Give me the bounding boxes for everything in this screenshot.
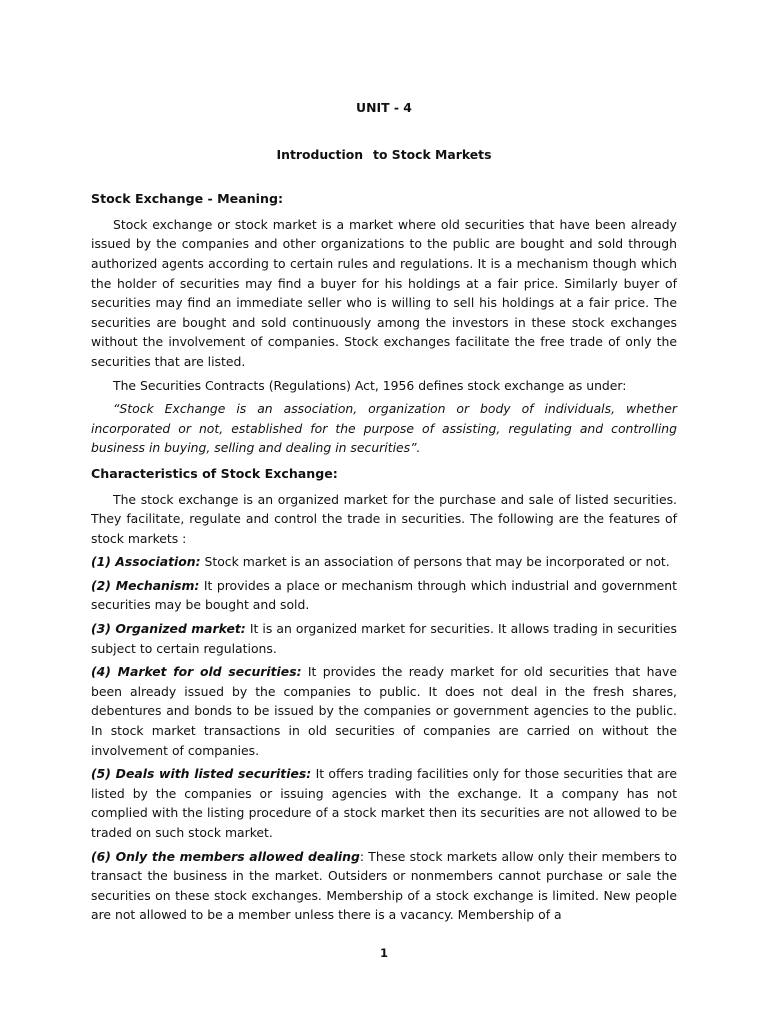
feature-item-association [91,552,677,572]
section-heading-characteristics: Characteristics of Stock Exchange: [91,465,338,481]
feature-text: It offers trading facilities only for those securities that are listed by the companies or issuing agencies with the exchange. It a company has not complied with the listing procedure of a stock market then its securities are not allowed to be traded on such stock market. [91,766,677,840]
feature-text: It provides a place or mechanism through which industrial and government securities may be bought and sold. [91,577,677,613]
feature-item-old-securities [91,662,677,760]
feature-title: (1) Association: [91,554,201,570]
title-part-1: Introduction [276,146,364,162]
feature-item-listed-securities [91,764,677,842]
feature-text: : These stock markets allow only their members to transact the business in the market. Outsiders or nonmembers cannot purchase or sale the securities on these stock exchanges. Membership of a stock exchange is limited. New people are not allowed to be a member unless there is a vacancy. Membership of a [91,848,677,923]
section-heading-meaning: Stock Exchange - Meaning: [91,191,284,207]
page-title [91,145,677,165]
unit-heading: UNIT - 4 [356,100,412,115]
feature-item-organized-market [91,619,677,658]
document-body [91,98,677,929]
feature-item-members-only [91,847,677,925]
characteristics-intro: The stock exchange is an organized market for the purchase and sale of listed securities. They facilitate, regulate and control the trade in securities. The following are the features of stock markets : [91,491,677,546]
feature-title: (6) Only the members allowed dealing [91,848,360,864]
feature-title: (5) Deals with listed securities: [91,766,312,782]
feature-title: (3) Organized market: [91,621,246,637]
feature-text: It is an organized market for securities. It allows trading in securities subject to certain regulations. [91,621,678,656]
title-part-2: to Stock Markets [373,146,492,162]
feature-text: It provides the ready market for old securities that have been already issued by the companies to public. It does not deal in the fresh shares, debentures and bonds to be issued by the companies or government agencies to the public. In stock market transactions in old securities of companies are carried on without the involvement of companies. [91,664,678,758]
page-number: 1 [379,946,388,960]
meaning-paragraph-1: Stock exchange or stock market is a market where old securities that have been already issued by the companies and other organizations to the public are bought and sold through authorized agents according to certain rules and regulations. It is a mechanism though which the holder of securities may find a buyer for his holdings at a fair price. Similarly buyer of securities may find an immediate seller who is willing to sell his holdings at a fair price. The securities are bought and sold continuously among the investors in these stock exchanges without the involvement of companies. Stock exchanges facilitate the free trade of only the securities that are listed. [91,216,677,369]
feature-title: (4) Market for old securities: [91,664,302,680]
feature-item-mechanism [91,576,677,615]
definition-quote: “Stock Exchange is an association, organization or body of individuals, whether incorporated or not, established for the purpose of assisting, regulating and controlling business in buying, selling and dealing in securities”. [91,401,677,456]
feature-title: (2) Mechanism: [91,577,200,593]
meaning-paragraph-2: The Securities Contracts (Regulations) Act, 1956 defines stock exchange as under: [113,377,627,393]
feature-text: Stock market is an association of persons that may be incorporated or not. [200,554,670,570]
